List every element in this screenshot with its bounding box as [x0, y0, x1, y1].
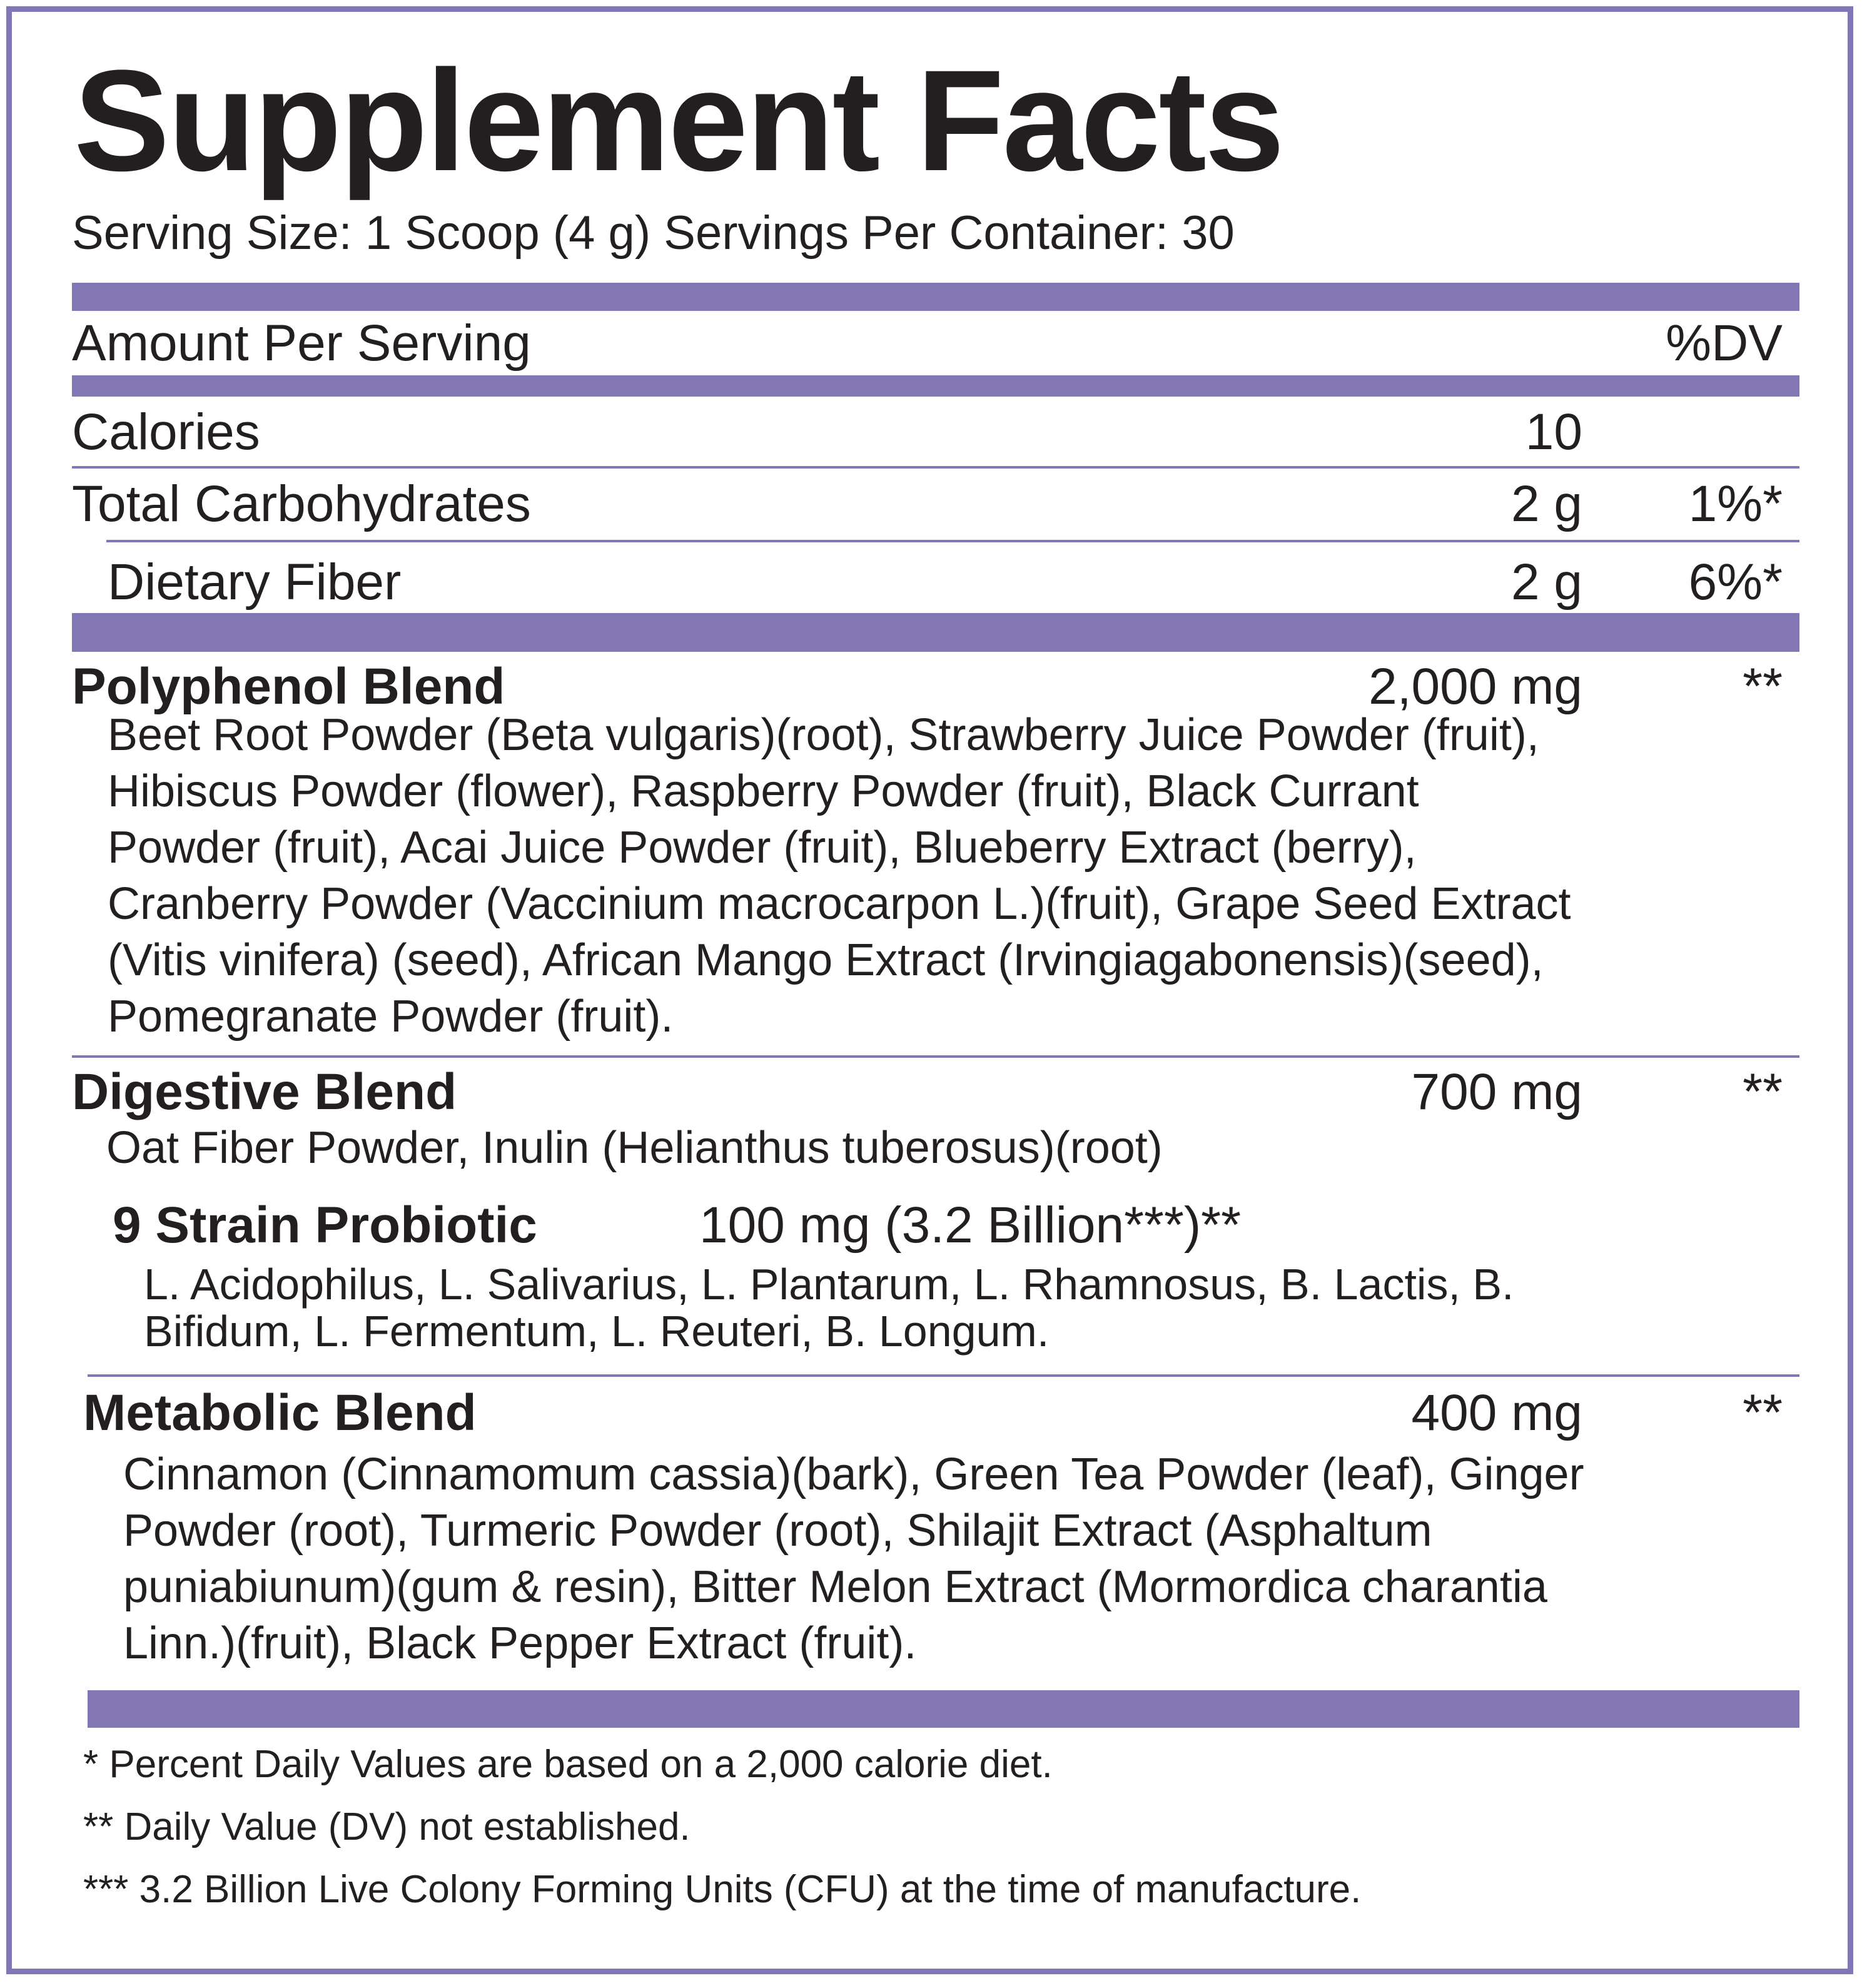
- nutrient-amount-fiber: 2 g: [1511, 554, 1582, 611]
- blend-ingredients-metabolic: Cinnamon (Cinnamomum cassia)(bark), Green Tea Powder (leaf), Ginger Powder (root), Turmeric Powder (root), Shilajit Extract (Asphaltum puniabiunum)(gum & resin), Bitter Melon Extract (Mormordica charantia Linn.)(fruit), Black Pepper Extract (fruit).: [123, 1449, 1584, 1668]
- divider-thick-1: [72, 283, 1799, 311]
- label-title: Supplement Facts: [74, 40, 1283, 201]
- amount-per-serving-label: Amount Per Serving: [72, 315, 531, 372]
- nutrient-dv-fiber: 6%*: [1688, 554, 1783, 611]
- footnote-daily-values: * Percent Daily Values are based on a 2,000 calorie diet.: [83, 1743, 1053, 1786]
- nutrient-name-calories: Calories: [72, 403, 260, 460]
- divider-thick-4: [88, 1690, 1799, 1728]
- nutrient-amount-carbs: 2 g: [1511, 475, 1582, 532]
- blend-dv-digestive: **: [1743, 1063, 1783, 1120]
- nutrient-amount-calories: 10: [1525, 403, 1582, 460]
- serving-info: Serving Size: 1 Scoop (4 g) Servings Per Container: 30: [72, 206, 1235, 260]
- blend-name-polyphenol: Polyphenol Blend: [72, 658, 505, 715]
- blend-amount-digestive: 700 mg: [1411, 1063, 1582, 1120]
- nutrient-name-fiber: Dietary Fiber: [108, 554, 402, 611]
- divider-thick-3: [72, 613, 1799, 652]
- divider-thin-4: [88, 1374, 1799, 1377]
- divider-thin-3: [72, 1055, 1799, 1058]
- footnote-cfu: *** 3.2 Billion Live Colony Forming Units (CFU) at the time of manufacture.: [83, 1868, 1362, 1911]
- blend-dv-metabolic: **: [1743, 1384, 1783, 1441]
- probiotic-strains: L. Acidophilus, L. Salivarius, L. Plantarum, L. Rhamnosus, B. Lactis, B. Bifidum, L. Fermentum, L. Reuteri, B. Longum.: [144, 1260, 1514, 1356]
- divider-thin-2: [106, 540, 1799, 542]
- footnote-dv-not-established: ** Daily Value (DV) not established.: [83, 1805, 691, 1849]
- nutrient-dv-carbs: 1%*: [1688, 475, 1783, 532]
- blend-name-metabolic: Metabolic Blend: [83, 1384, 477, 1441]
- probiotic-name: 9 Strain Probiotic: [113, 1197, 537, 1254]
- divider-thin-1: [72, 466, 1799, 469]
- nutrient-name-carbs: Total Carbohydrates: [72, 475, 531, 532]
- blend-amount-polyphenol: 2,000 mg: [1369, 658, 1582, 715]
- divider-thick-2: [72, 375, 1799, 397]
- blend-name-digestive: Digestive Blend: [72, 1063, 457, 1120]
- blend-ingredients-digestive: Oat Fiber Powder, Inulin (Helianthus tuberosus)(root): [106, 1123, 1163, 1173]
- blend-dv-polyphenol: **: [1743, 658, 1783, 715]
- dv-column-label: %DV: [1666, 315, 1783, 372]
- probiotic-amount: 100 mg (3.2 Billion***)**: [699, 1197, 1242, 1254]
- blend-amount-metabolic: 400 mg: [1411, 1384, 1582, 1441]
- blend-ingredients-polyphenol: Beet Root Powder (Beta vulgaris)(root), Strawberry Juice Powder (fruit), Hibiscus Powder (flower), Raspberry Powder (fruit), Black Currant Powder (fruit), Acai Juice Powder (fruit), Blueberry Extract (berry), Cranberry Powder (Vaccinium macrocarpon L.)(fruit), Grape Seed Extract (Vitis vinifera) (seed), African Mango Extract (Irvingiagabonensis)(seed), Pomegranate Powder (fruit).: [108, 710, 1571, 1042]
